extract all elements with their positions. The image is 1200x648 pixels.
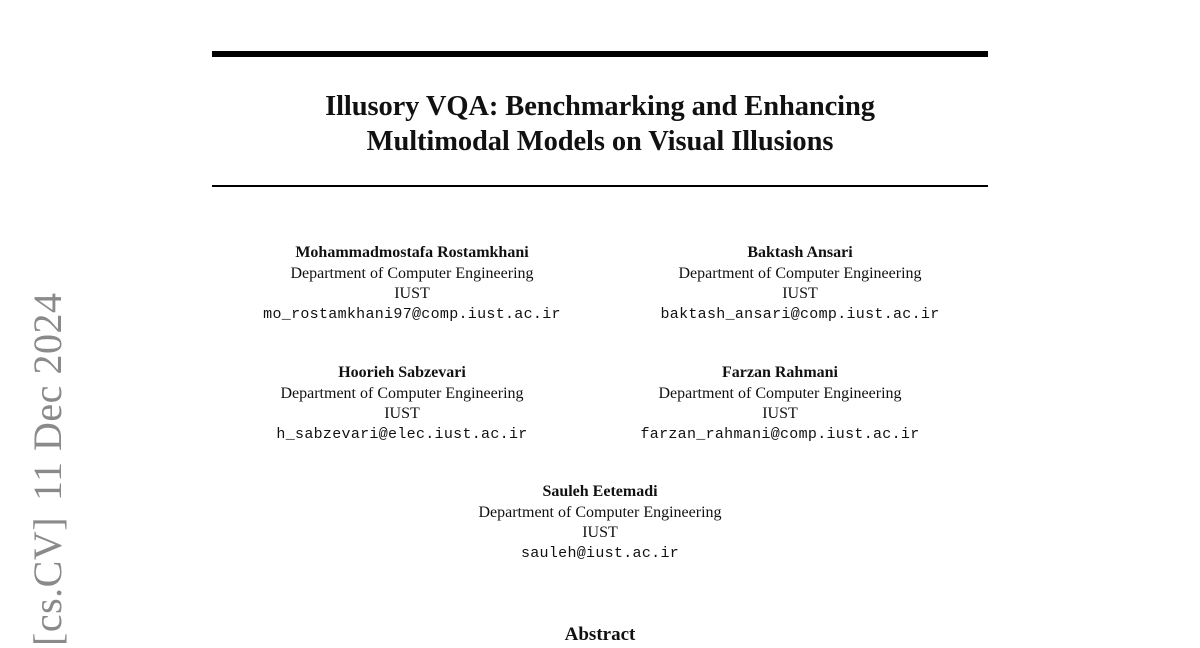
author-name: Farzan Rahmani: [722, 364, 838, 381]
paper-title: [212, 89, 988, 159]
author-institution: IUST: [384, 405, 420, 422]
author-email[interactable]: sauleh@iust.ac.ir: [520, 544, 680, 562]
author-email[interactable]: mo_rostamkhani97@comp.iust.ac.ir: [263, 305, 561, 323]
arxiv-category: [cs.CV]: [25, 516, 70, 646]
title-line-1: Illusory VQA: Benchmarking and Enhancing: [325, 91, 875, 122]
author-institution: IUST: [582, 524, 618, 541]
author-department: Department of Computer Engineering: [478, 503, 722, 521]
author-block: [212, 243, 612, 325]
author-department: Department of Computer Engineering: [658, 384, 902, 402]
title-line-2: Multimodal Models on Visual Illusions: [366, 126, 834, 157]
author-name: Sauleh Eetemadi: [542, 483, 658, 500]
author-department: Department of Computer Engineering: [280, 384, 524, 402]
author-block: [580, 363, 980, 445]
arxiv-date: 11 Dec 2024: [25, 292, 70, 501]
author-block: [600, 243, 1000, 325]
title-bottom-rule: [212, 185, 988, 187]
author-institution: IUST: [782, 285, 818, 302]
author-block: [400, 482, 800, 564]
author-name: Mohammadmostafa Rostamkhani: [295, 244, 529, 261]
abstract-heading: Abstract: [564, 624, 636, 645]
arxiv-side-stamp: [26, 293, 70, 646]
author-block: [202, 363, 602, 445]
author-email[interactable]: h_sabzevari@elec.iust.ac.ir: [276, 425, 528, 443]
author-department: Department of Computer Engineering: [678, 264, 922, 282]
author-name: Hoorieh Sabzevari: [338, 364, 466, 381]
author-institution: IUST: [394, 285, 430, 302]
author-email[interactable]: farzan_rahmani@comp.iust.ac.ir: [640, 425, 920, 443]
author-email[interactable]: baktash_ansari@comp.iust.ac.ir: [660, 305, 940, 323]
author-department: Department of Computer Engineering: [290, 264, 534, 282]
author-institution: IUST: [762, 405, 798, 422]
title-top-rule: [212, 51, 988, 57]
author-name: Baktash Ansari: [747, 244, 853, 261]
